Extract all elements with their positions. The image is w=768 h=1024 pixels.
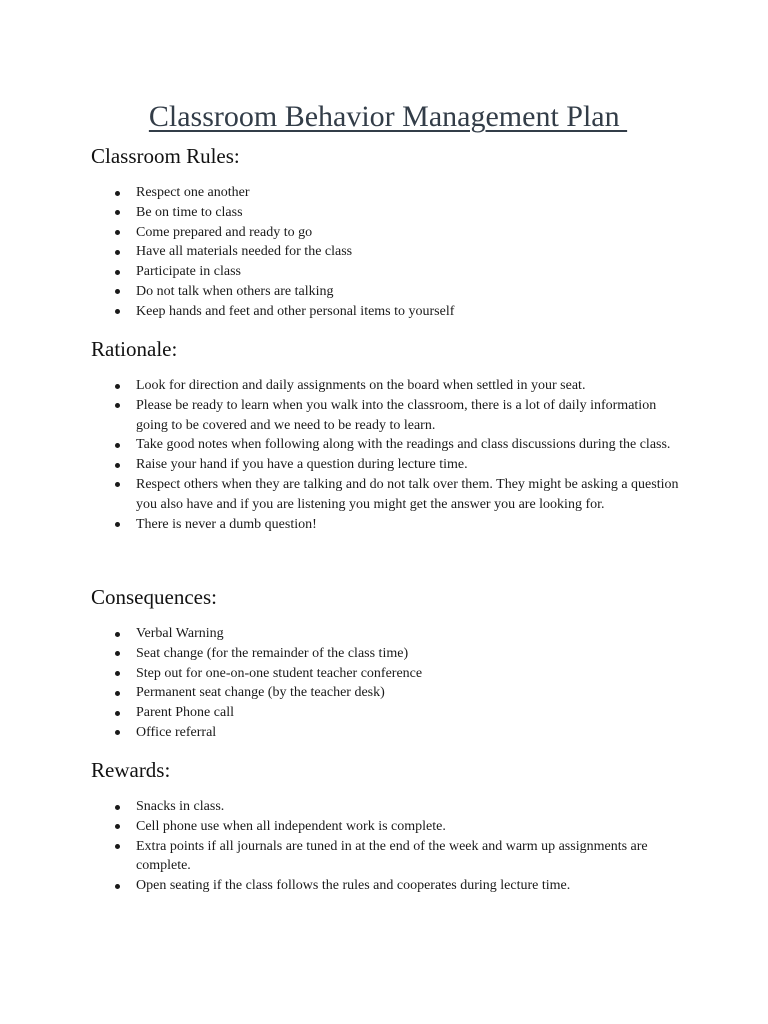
list-item-text: Parent Phone call (136, 705, 234, 721)
bullet-icon (115, 522, 120, 527)
list-item-text: Keep hands and feet and other personal items to yourself (136, 303, 455, 319)
bullet-icon (115, 463, 120, 468)
bullet-icon (115, 805, 120, 810)
list-item-text: Be on time to class (136, 204, 243, 220)
list-item (91, 262, 691, 282)
list-item-text: Verbal Warning (136, 626, 224, 641)
list-item (91, 683, 691, 703)
list-item (91, 302, 691, 322)
section-classroom-rules (91, 143, 691, 322)
list-item-text: Respect others when they are talking and do not talk over them. They might be asking a question you also have and if you are listening you might get the answer you are looking for. (136, 476, 679, 512)
section-heading: Rewards: (91, 758, 171, 782)
section-heading: Rationale: (91, 337, 178, 361)
list-item-text: Step out for one-on-one student teacher conference (136, 665, 423, 681)
bullet-icon (115, 884, 120, 889)
list-item (91, 183, 691, 203)
list-item (91, 515, 686, 535)
bullet-icon (115, 443, 120, 448)
section-heading: Classroom Rules: (91, 144, 240, 168)
bullet-icon (115, 210, 120, 215)
bullet-icon (115, 191, 120, 196)
list-item (91, 203, 691, 223)
bullet-icon (115, 250, 120, 255)
list-item-text: Raise your hand if you have a question during lecture time. (136, 457, 468, 473)
list-item-text: Look for direction and daily assignments on the board when settled in your seat. (136, 378, 586, 393)
list-item (91, 435, 686, 455)
list-item-text: Please be ready to learn when you walk into the classroom, there is a lot of daily information going to be covered and we need to be ready to learn. (136, 397, 657, 433)
list-item-text: Respect one another (136, 185, 250, 200)
list-item (91, 396, 686, 436)
list-item (91, 876, 686, 896)
list-item (91, 475, 686, 515)
bullet-icon (115, 730, 120, 735)
list-item-text: Do not talk when others are talking (136, 283, 334, 299)
bullet-icon (115, 270, 120, 275)
bullet-icon (115, 309, 120, 314)
list-item (91, 644, 691, 664)
bullet-list (91, 624, 691, 743)
list-item (91, 242, 691, 262)
list-item-text: Office referral (136, 724, 217, 740)
bullet-icon (115, 403, 120, 408)
list-item (91, 723, 691, 743)
section-consequences (91, 584, 691, 743)
list-item (91, 376, 686, 396)
bullet-icon (115, 824, 120, 829)
list-item-text: Participate in class (136, 264, 241, 280)
bullet-list (91, 797, 691, 896)
list-item-text: Cell phone use when all independent work is complete. (136, 818, 446, 834)
bullet-list (91, 183, 691, 322)
list-item (91, 817, 686, 837)
bullet-icon (115, 844, 120, 849)
list-item (91, 624, 691, 644)
list-item-text: There is never a dumb question! (136, 516, 317, 532)
bullet-icon (115, 384, 120, 389)
bullet-icon (115, 691, 120, 696)
bullet-icon (115, 289, 120, 294)
list-item (91, 837, 686, 877)
bullet-icon (115, 711, 120, 716)
list-item (91, 664, 691, 684)
list-item-text: Seat change (for the remainder of the class time) (136, 645, 409, 661)
list-item (91, 797, 686, 817)
list-item (91, 455, 686, 475)
bullet-icon (115, 482, 120, 487)
list-item-text: Have all materials needed for the class (136, 244, 353, 260)
list-item (91, 223, 691, 243)
list-item (91, 282, 691, 302)
bullet-icon (115, 230, 120, 235)
list-item-text: Open seating if the class follows the rules and cooperates during lecture time. (136, 878, 571, 894)
page-title: Classroom Behavior Management Plan (148, 100, 628, 133)
bullet-icon (115, 671, 120, 676)
list-item (91, 703, 691, 723)
bullet-list (91, 376, 691, 534)
section-rationale (91, 336, 691, 534)
list-item-text: Take good notes when following along with the readings and class discussions during the class. (136, 437, 671, 453)
section-heading: Consequences: (91, 585, 217, 609)
list-item-text: Snacks in class. (136, 799, 225, 814)
list-item-text: Extra points if all journals are tuned in at the end of the week and warm up assignments are complete. (136, 838, 648, 874)
bullet-icon (115, 651, 120, 656)
list-item-text: Permanent seat change (by the teacher desk) (136, 685, 385, 701)
bullet-icon (115, 632, 120, 637)
section-rewards (91, 757, 691, 896)
list-item-text: Come prepared and ready to go (136, 224, 313, 240)
